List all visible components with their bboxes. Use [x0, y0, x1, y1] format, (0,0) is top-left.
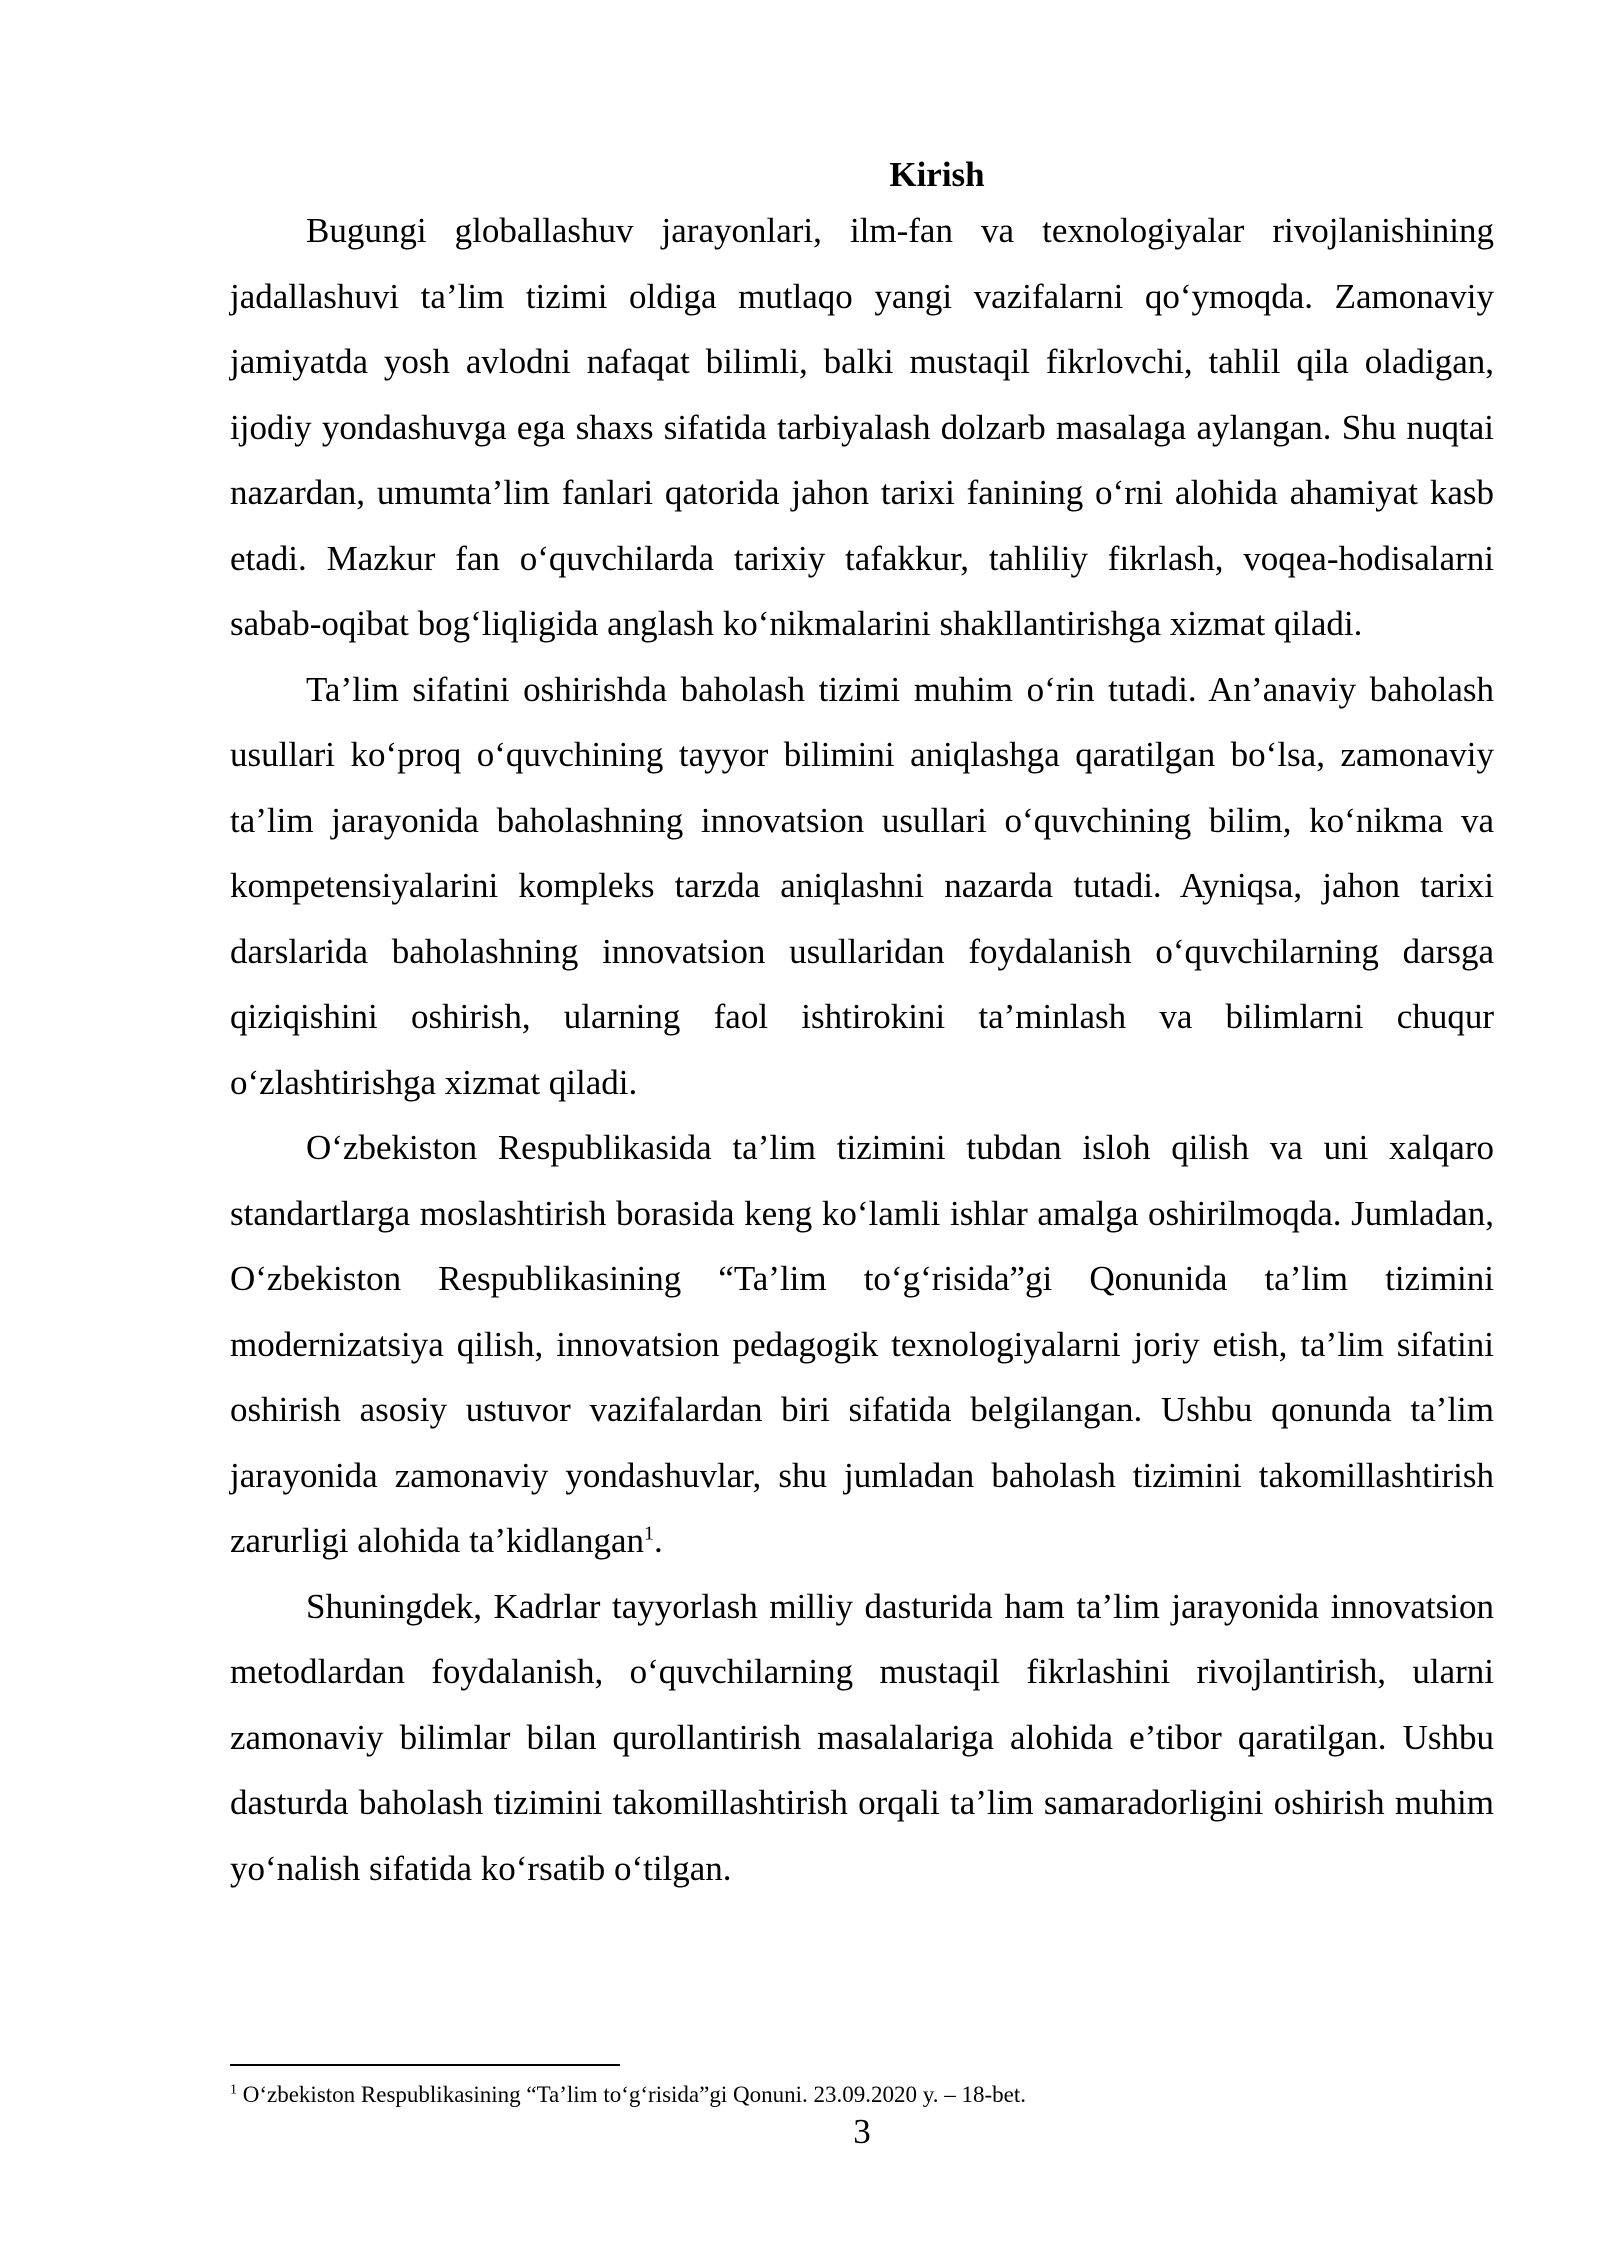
- footnote-text: O‘zbekiston Respublikasining “Ta’lim to‘g‘risida”gi Qonuni. 23.09.2020 y. – 18-bet.: [237, 2082, 1026, 2107]
- footnote-marker: 1: [230, 2082, 237, 2098]
- main-content: [230, 152, 1494, 1901]
- section-title: Kirish: [889, 155, 985, 194]
- footnote-separator: [230, 2064, 620, 2066]
- page-number: 3: [853, 2112, 871, 2151]
- paragraph-1: Bugungi globallashuv jarayonlari, ilm-fan va texnologiyalar rivojlanishining jadallashuvi ta’lim tizimi oldiga mutlaqo yangi vazifalarni qo‘ymoqda. Zamonaviy jamiyatda yosh avlodni nafaqat bilimli, balki mustaqil fikrlovchi, tahlil qila oladigan, ijodiy yondashuvga ega shaxs sifatida tarbiyalash dolzarb masalaga aylangan. Shu nuqtai nazardan, umumta’lim fanlari qatorida jahon tarixi fanining o‘rni alohida ahamiyat kasb etadi. Mazkur fan o‘quvchilarda tarixiy tafakkur, tahliliy fikrlash, voqea-hodisalarni sabab-oqibat bog‘liqligida anglash ko‘nikmalarini shakllantirishga xizmat qiladi.: [230, 211, 1494, 643]
- footnote-reference[interactable]: 1: [644, 1522, 655, 1545]
- paragraph-2: Ta’lim sifatini oshirishda baholash tizimi muhim o‘rin tutadi. An’anaviy baholash usullari ko‘proq o‘quvchining tayyor bilimini aniqlashga qaratilgan bo‘lsa, zamonaviy ta’lim jarayonida baholashning innovatsion usullari o‘quvchining bilim, ko‘nikma va kompetensiyalarini kompleks tarzda aniqlashni nazarda tutadi. Ayniqsa, jahon tarixi darslarida baholashning innovatsion usullaridan foydalanish o‘quvchilarning darsga qiziqishini oshirish, ularning faol ishtirokini ta’minlash va bilimlarni chuqur o‘zlashtirishga xizmat qiladi.: [230, 669, 1494, 1102]
- paragraph-4: Shuningdek, Kadrlar tayyorlash milliy dasturida ham ta’lim jarayonida innovatsion metodlardan foydalanish, o‘quvchilarning mustaqil fikrlashini rivojlantirish, ularni zamonaviy bilimlar bilan qurollantirish masalalariga alohida e’tibor qaratilgan. Ushbu dasturda baholash tizimini takomillashtirish orqali ta’lim samaradorligini oshirish muhim yo‘nalish sifatida ko‘rsatib o‘tilgan.: [230, 1586, 1494, 1888]
- paragraph-3-tail: .: [654, 1521, 663, 1560]
- paragraph-3-text: O‘zbekiston Respublikasida ta’lim tizimini tubdan isloh qilish va uni xalqaro standartlarga moslashtirish borasida keng ko‘lamli ishlar amalga oshirilmoqda. Jumladan, O‘zbekiston Respublikasining “Ta’lim to‘g‘risida”gi Qonunida ta’lim tizimini modernizatsiya qilish, innovatsion pedagogik texnologiyalarni joriy etish, ta’lim sifatini oshirish asosiy ustuvor vazifalardan biri sifatida belgilangan. Ushbu qonunda ta’lim jarayonida zamonaviy yondashuvlar, shu jumladan baholash tizimini takomillashtirish zarurligi alohida ta’kidlangan: [230, 1128, 1494, 1560]
- paragraph-3: [230, 1115, 1494, 1574]
- footnote: [230, 2080, 1494, 2110]
